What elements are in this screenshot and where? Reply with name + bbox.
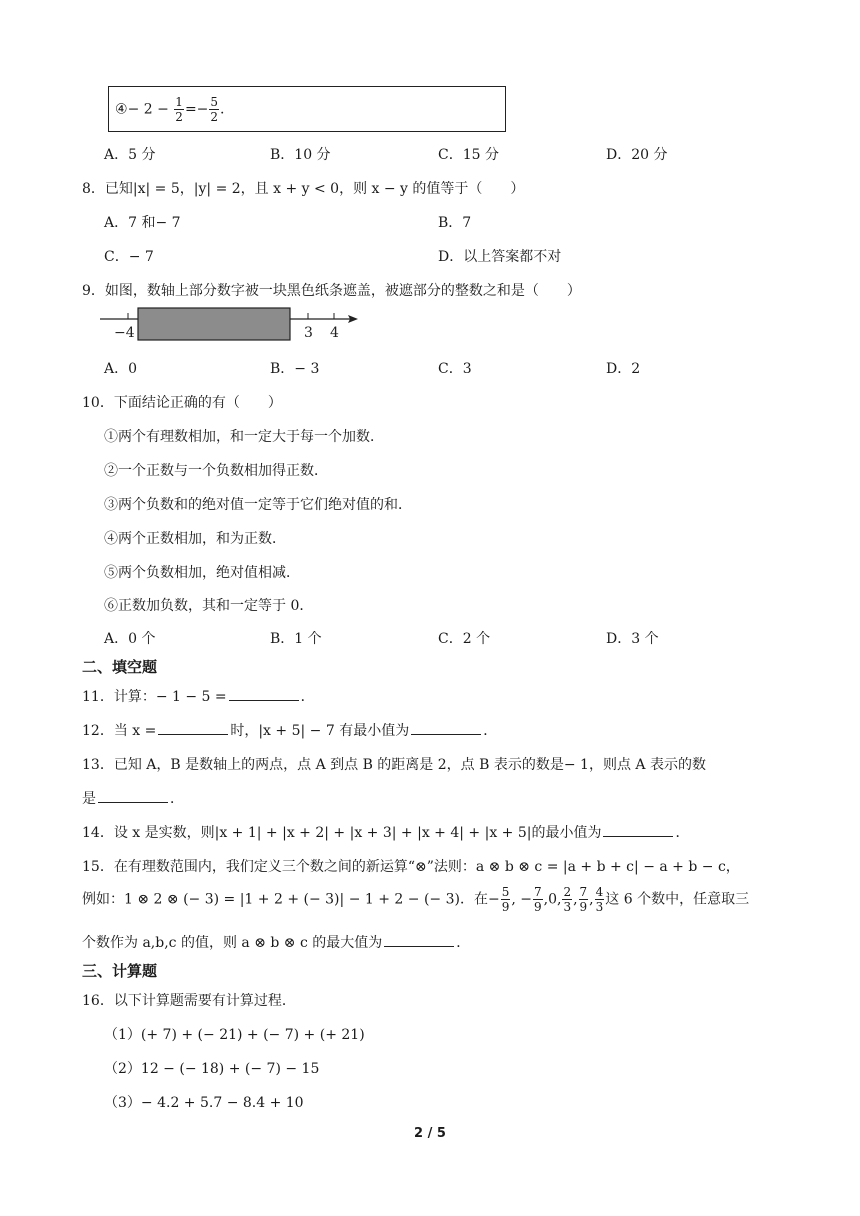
q10-item: ⑤两个负数相加，绝对值相减． (104, 565, 300, 581)
q11-end: ． (300, 689, 315, 705)
fraction (209, 96, 219, 123)
q12-text: 时，|x + 5| − 7 有最小值为 (230, 723, 410, 739)
q9-option-a: A．0 (104, 361, 138, 377)
q16-item: （1）(+ 7) + (− 21) + (− 7) + (+ 21) (104, 1027, 365, 1043)
answer-blank[interactable] (158, 720, 228, 735)
q13-line2 (82, 788, 184, 808)
separator: , (589, 891, 594, 908)
separator: , − (511, 891, 532, 908)
q16-stem: 16．以下计算题需要有计算过程． (82, 993, 296, 1009)
answer-blank[interactable] (411, 720, 481, 735)
tick-label: −4 (114, 325, 135, 341)
cover-strip (138, 308, 290, 340)
denominator: 9 (579, 900, 588, 914)
q15-text: 例如：1 ⊗ 2 ⊗ (− 3) = |1 + 2 + (− 3)| − 1 + 2 − (− 3)．在− (82, 891, 500, 908)
numerator: 1 (175, 95, 183, 109)
fraction (562, 886, 572, 913)
q7-option-b: B．10 分 (270, 147, 331, 163)
tick-label: 3 (304, 325, 313, 341)
q10-item: ⑥正数加负数，其和一定等于 0． (104, 598, 314, 614)
q7-option-d: D．20 分 (606, 147, 668, 163)
section-title-calculation: 三、计算题 (82, 962, 158, 980)
q8-option-d: D．以上答案都不对 (438, 249, 562, 265)
q16-item: （3）− 4.2 + 5.7 − 8.4 + 10 (104, 1095, 304, 1111)
q15-line2 (82, 886, 749, 913)
number-line-figure (96, 306, 366, 346)
numerator: 5 (501, 885, 510, 899)
q12-end: ． (483, 723, 498, 739)
q10-item: ④两个正数相加，和为正数． (104, 531, 286, 547)
expr-part: − 2 − (127, 101, 169, 118)
circled-number: ④ (115, 101, 128, 118)
fraction (579, 886, 589, 913)
q14-end: ． (675, 825, 690, 841)
separator: , (573, 891, 578, 908)
fraction (501, 886, 511, 913)
q15-line1: 15．在有理数范围内，我们定义三个数之间的新运算“⊗”法则：a ⊗ b ⊗ c = |a + b + c| − a + b − c， (82, 859, 740, 875)
page-number: 2 / 5 (414, 1126, 446, 1141)
q15-end: ． (456, 935, 471, 951)
q12-text: 12．当 x = (82, 723, 157, 739)
q7-box-expression (115, 96, 225, 123)
q16-item: （2）12 − (− 18) + (− 7) − 15 (104, 1061, 320, 1077)
q11 (82, 686, 315, 706)
expr-part: . (220, 101, 225, 118)
q10-option-a: A．0 个 (104, 631, 156, 647)
q13-line1: 13．已知 A，B 是数轴上的两点，点 A 到点 B 的距离是 2，点 B 表示的数是− 1，则点 A 表示的数 (82, 757, 706, 773)
q9-option-b: B．− 3 (270, 361, 320, 377)
q13-end: ． (170, 791, 184, 807)
q10-item: ②一个正数与一个负数相加得正数． (104, 463, 328, 479)
q12 (82, 720, 497, 740)
separator: ,0, (543, 891, 562, 908)
answer-blank[interactable] (384, 932, 454, 947)
fraction (595, 886, 605, 913)
q10-item: ③两个负数和的绝对值一定等于它们绝对值的和． (104, 497, 412, 513)
q9-option-c: C．3 (438, 361, 472, 377)
numerator: 5 (210, 95, 219, 109)
fraction (533, 886, 543, 913)
q7-option-c: C．15 分 (438, 147, 499, 163)
denominator: 9 (533, 900, 542, 914)
q14 (82, 822, 689, 842)
denominator: 2 (210, 110, 219, 124)
q7-box (108, 86, 506, 132)
numerator: 2 (563, 885, 572, 899)
tick-label: 4 (330, 325, 339, 341)
q10-item: ①两个有理数相加，和一定大于每一个加数． (104, 429, 384, 445)
q8-option-c: C．− 7 (104, 249, 154, 265)
numerator: 7 (533, 885, 542, 899)
q8-stem: 8．已知|x| = 5，|y| = 2，且 x + y < 0，则 x − y 的值等于（ ） (82, 181, 525, 197)
numerator: 7 (579, 885, 588, 899)
denominator: 9 (501, 900, 510, 914)
q8-option-a: A．7 和− 7 (104, 215, 181, 231)
numerator: 4 (595, 885, 604, 899)
denominator: 3 (595, 900, 604, 914)
fraction (174, 96, 184, 123)
q9-option-d: D．2 (606, 361, 641, 377)
q11-text: 11．计算：− 1 − 5 = (82, 689, 227, 705)
q9-stem: 9．如图，数轴上部分数字被一块黑色纸条遮盖，被遮部分的整数之和是（ ） (82, 283, 581, 299)
q8-option-b: B．7 (438, 215, 472, 231)
section-title-fill-in: 二、填空题 (82, 658, 158, 676)
answer-blank[interactable] (229, 686, 299, 701)
denominator: 3 (563, 900, 572, 914)
q10-option-b: B．1 个 (270, 631, 322, 647)
q13-text: 是 (82, 791, 96, 807)
q15-line3 (82, 932, 470, 952)
denominator: 2 (175, 110, 183, 124)
q10-option-c: C．2 个 (438, 631, 491, 647)
q14-text: 14．设 x 是实数，则|x + 1| + |x + 2| + |x + 3| + |x + 4| + |x + 5|的最小值为 (82, 825, 602, 841)
answer-blank[interactable] (603, 822, 673, 837)
answer-blank[interactable] (98, 788, 168, 803)
q7-option-a: A．5 分 (104, 147, 156, 163)
q10-option-d: D．3 个 (606, 631, 659, 647)
q10-stem: 10．下面结论正确的有（ ） (82, 395, 282, 411)
expr-part: =− (184, 101, 209, 118)
q15-text: 这 6 个数中，任意取三 (605, 891, 750, 908)
q15-text: 个数作为 a,b,c 的值，则 a ⊗ b ⊗ c 的最大值为 (82, 935, 383, 951)
